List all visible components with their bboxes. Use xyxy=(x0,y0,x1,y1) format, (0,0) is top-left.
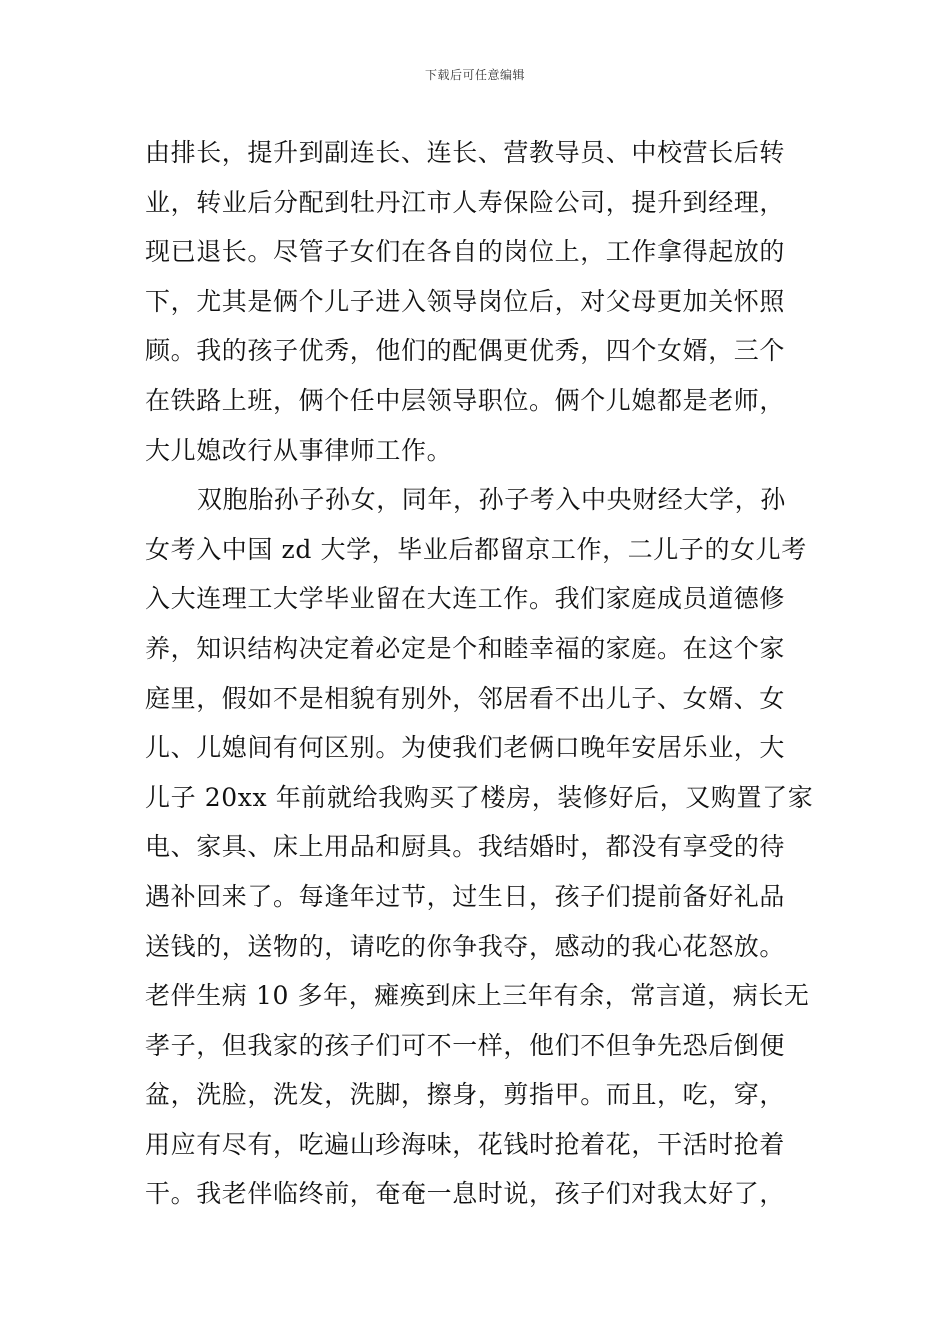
text-line: 入大连理工大学毕业留在大连工作。我们家庭成员道德修 xyxy=(145,584,786,614)
text-line: 遇补回来了。每逢年过节，过生日，孩子们提前备好礼品 xyxy=(145,881,786,911)
text-line: 女考入中国 zd 大学，毕业后都留京工作，二儿子的女儿考 xyxy=(145,534,807,564)
text-line: 双胞胎孙子孙女，同年，孙子考入中央财经大学，孙 xyxy=(197,485,786,515)
text-line: 儿子 20xx 年前就给我购买了楼房，装修好后，又购置了家 xyxy=(145,782,814,812)
text-line: 顾。我的孩子优秀，他们的配偶更优秀，四个女婿，三个 xyxy=(145,336,786,366)
text-line: 儿、儿媳间有何区别。为使我们老俩口晚年安居乐业，大 xyxy=(145,733,786,763)
paragraph-2 xyxy=(145,475,815,1219)
text-line: 业，转业后分配到牡丹江市人寿保险公司，提升到经理， xyxy=(145,187,786,217)
text-line: 老伴生病 10 多年，瘫痪到床上三年有余，常言道，病长无 xyxy=(145,981,810,1011)
text-line: 干。我老伴临终前，奄奄一息时说，孩子们对我太好了， xyxy=(145,1179,786,1209)
page-header: 下载后可任意编辑 xyxy=(424,68,525,82)
text-line: 用应有尽有，吃遍山珍海味，花钱时抢着花，干活时抢着 xyxy=(145,1129,786,1159)
paragraph-1 xyxy=(145,128,815,475)
text-line: 电、家具、床上用品和厨具。我结婚时，都没有享受的待 xyxy=(145,832,786,862)
text-line: 在铁路上班，俩个任中层领导职位。俩个儿媳都是老师， xyxy=(145,385,786,415)
text-line: 盆，洗脸，洗发，洗脚，擦身，剪指甲。而且，吃，穿， xyxy=(145,1080,786,1110)
text-line: 由排长，提升到副连长、连长、营教导员、中校营长后转 xyxy=(145,138,786,167)
text-line: 庭里，假如不是相貌有别外，邻居看不出儿子、女婿、女 xyxy=(145,683,786,713)
text-line: 下，尤其是俩个儿子进入领导岗位后，对父母更加关怀照 xyxy=(145,286,786,316)
text-line: 孝子，但我家的孩子们可不一样，他们不但争先恐后倒便 xyxy=(145,1030,786,1060)
text-line: 养，知识结构决定着必定是个和睦幸福的家庭。在这个家 xyxy=(145,633,786,663)
text-line: 现已退长。尽管子女们在各自的岗位上，工作拿得起放的 xyxy=(145,237,786,267)
text-line: 送钱的，送物的，请吃的你争我夺，感动的我心花怒放。 xyxy=(145,931,786,961)
document-body xyxy=(145,128,815,1219)
text-line: 大儿媳改行从事律师工作。 xyxy=(145,435,453,465)
